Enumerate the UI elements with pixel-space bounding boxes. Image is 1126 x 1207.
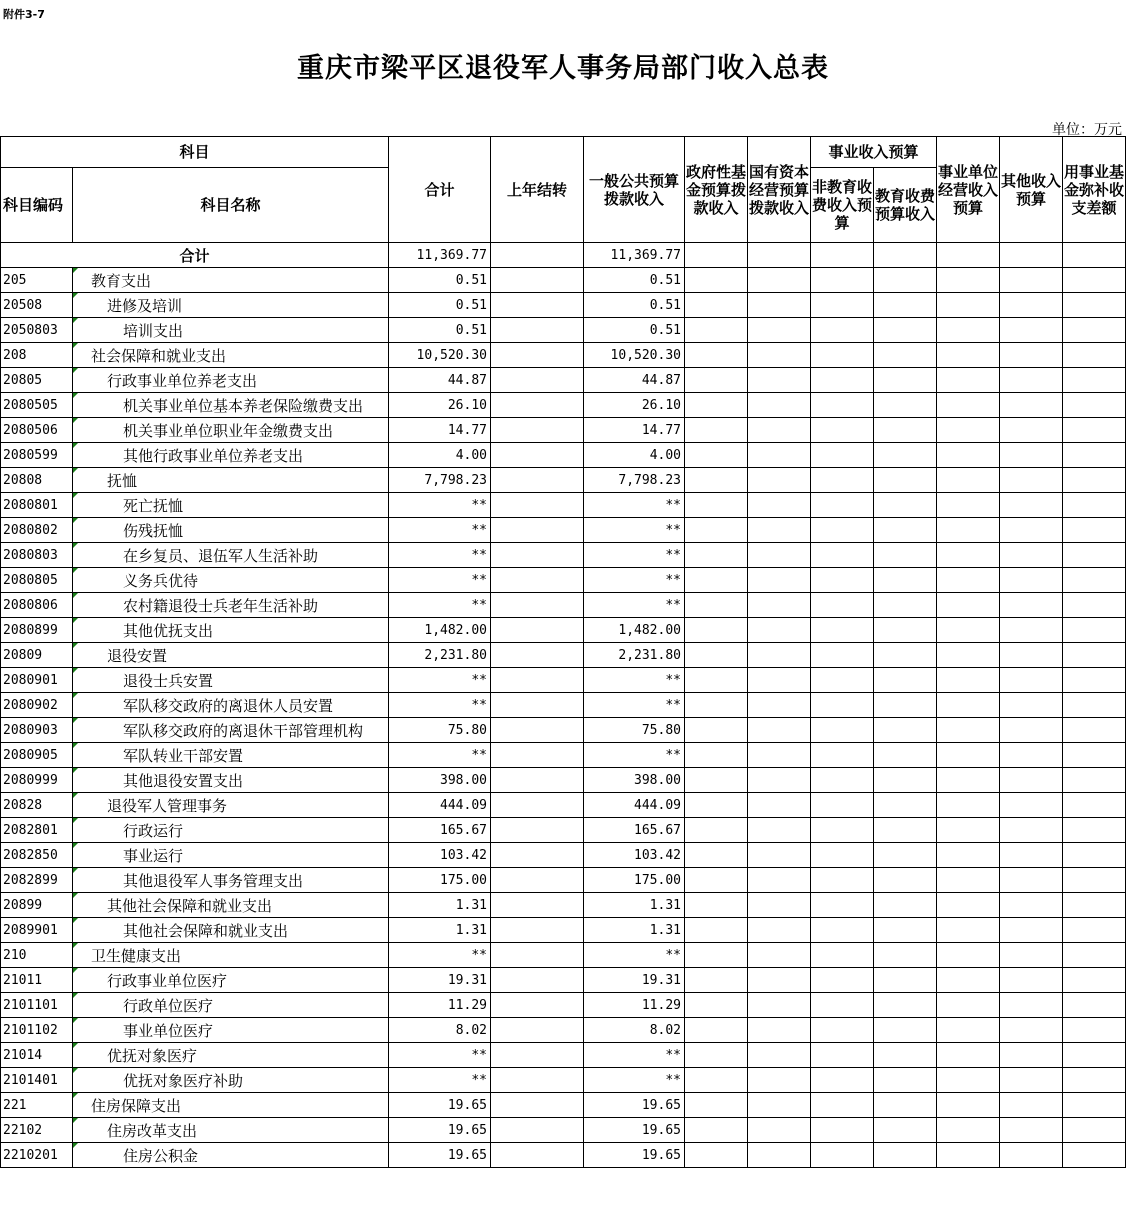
- subject-name: [73, 968, 389, 993]
- table-row: [1, 1143, 1126, 1168]
- cell-marker-icon: [73, 718, 78, 723]
- table-row: [1, 668, 1126, 693]
- row-general-budget: 1,482.00: [584, 618, 685, 643]
- row-general-budget: **: [584, 568, 685, 593]
- header-edu: 教育收费预算收入: [874, 168, 937, 243]
- subject-name-text: 进修及培训: [107, 296, 183, 315]
- row-general-budget: 0.51: [584, 293, 685, 318]
- subject-name-text: 培训支出: [123, 321, 184, 340]
- table-row: [1, 943, 1126, 968]
- subject-name-text: 其他社会保障和就业支出: [123, 921, 289, 940]
- table-row: [1, 818, 1126, 843]
- subject-name: [73, 343, 389, 368]
- row-general-budget: 14.77: [584, 418, 685, 443]
- subject-code: 2082899: [1, 868, 73, 893]
- subject-name: [73, 318, 389, 343]
- cell-marker-icon: [73, 343, 78, 348]
- cell-marker-icon: [73, 593, 78, 598]
- row-total: 165.67: [389, 818, 491, 843]
- row-total: 14.77: [389, 418, 491, 443]
- table-row: [1, 293, 1126, 318]
- row-general-budget: 11.29: [584, 993, 685, 1018]
- row-total: **: [389, 943, 491, 968]
- row-general-budget: 444.09: [584, 793, 685, 818]
- subject-code: 2080805: [1, 568, 73, 593]
- cell-marker-icon: [73, 518, 78, 523]
- cell-marker-icon: [73, 918, 78, 923]
- subject-name-text: 其他退役安置支出: [123, 771, 244, 790]
- cell-marker-icon: [73, 793, 78, 798]
- header-name: 科目名称: [73, 168, 389, 243]
- row-total: 444.09: [389, 793, 491, 818]
- subject-code: 2210201: [1, 1143, 73, 1168]
- row-general-budget: **: [584, 593, 685, 618]
- subject-code: 2080901: [1, 668, 73, 693]
- row-general-budget: 75.80: [584, 718, 685, 743]
- subject-code: 210: [1, 943, 73, 968]
- cell-marker-icon: [73, 993, 78, 998]
- table-row: [1, 268, 1126, 293]
- subject-name: [73, 818, 389, 843]
- subject-name: [73, 1143, 389, 1168]
- row-total: **: [389, 493, 491, 518]
- table-row: [1, 868, 1126, 893]
- cell-marker-icon: [73, 368, 78, 373]
- subject-name-text: 机关事业单位基本养老保险缴费支出: [123, 396, 364, 415]
- subject-name: [73, 418, 389, 443]
- subject-name-text: 其他行政事业单位养老支出: [123, 446, 304, 465]
- subject-name: [73, 718, 389, 743]
- subject-name: [73, 443, 389, 468]
- subject-code: 20899: [1, 893, 73, 918]
- subject-name: [73, 393, 389, 418]
- subject-name-text: 住房公积金: [123, 1146, 199, 1165]
- row-total: 1,482.00: [389, 618, 491, 643]
- subject-name: [73, 1043, 389, 1068]
- cell-marker-icon: [73, 468, 78, 473]
- cell-marker-icon: [73, 1018, 78, 1023]
- row-total: **: [389, 593, 491, 618]
- subject-name-text: 行政事业单位养老支出: [107, 371, 258, 390]
- row-total: 0.51: [389, 318, 491, 343]
- row-total: 1.31: [389, 918, 491, 943]
- subject-name: [73, 543, 389, 568]
- row-general-budget: 2,231.80: [584, 643, 685, 668]
- header-general-budget: 一般公共预算拨款收入: [584, 137, 685, 243]
- subject-name-text: 住房改革支出: [107, 1121, 198, 1140]
- total-general: 11,369.77: [584, 243, 685, 268]
- subject-code: 21011: [1, 968, 73, 993]
- header-business-income: 事业收入预算: [811, 137, 937, 168]
- cell-marker-icon: [73, 318, 78, 323]
- subject-code: 2080902: [1, 693, 73, 718]
- cell-marker-icon: [73, 843, 78, 848]
- subject-code: 2080506: [1, 418, 73, 443]
- subject-name: [73, 493, 389, 518]
- cell-marker-icon: [73, 268, 78, 273]
- subject-name-text: 其他优抚支出: [123, 621, 214, 640]
- row-total: **: [389, 1068, 491, 1093]
- cell-marker-icon: [73, 818, 78, 823]
- row-total: **: [389, 543, 491, 568]
- row-total: 19.65: [389, 1093, 491, 1118]
- table-row: [1, 993, 1126, 1018]
- row-general-budget: **: [584, 1068, 685, 1093]
- row-total: 8.02: [389, 1018, 491, 1043]
- subject-name-text: 事业运行: [123, 846, 184, 865]
- subject-name-text: 退役士兵安置: [123, 671, 214, 690]
- subject-name: [73, 893, 389, 918]
- table-row: [1, 543, 1126, 568]
- table-row: [1, 1093, 1126, 1118]
- row-total: 44.87: [389, 368, 491, 393]
- row-total: **: [389, 693, 491, 718]
- total-amount: 11,369.77: [389, 243, 491, 268]
- table-row: [1, 593, 1126, 618]
- subject-name-text: 抚恤: [107, 471, 138, 490]
- subject-code: 2080802: [1, 518, 73, 543]
- subject-code: 20508: [1, 293, 73, 318]
- cell-marker-icon: [73, 943, 78, 948]
- subject-name: [73, 918, 389, 943]
- subject-name: [73, 568, 389, 593]
- total-label: 合计: [1, 243, 389, 268]
- unit-label: 单位：万元: [1052, 122, 1122, 138]
- subject-name-text: 义务兵优待: [123, 571, 199, 590]
- table-row: [1, 468, 1126, 493]
- row-general-budget: 19.65: [584, 1118, 685, 1143]
- subject-name-text: 行政单位医疗: [123, 996, 214, 1015]
- cell-marker-icon: [73, 893, 78, 898]
- row-general-budget: 4.00: [584, 443, 685, 468]
- row-total: 398.00: [389, 768, 491, 793]
- subject-name: [73, 793, 389, 818]
- subject-name: [73, 293, 389, 318]
- subject-code: 21014: [1, 1043, 73, 1068]
- cell-marker-icon: [73, 618, 78, 623]
- row-general-budget: **: [584, 493, 685, 518]
- subject-code: 2080899: [1, 618, 73, 643]
- cell-marker-icon: [73, 1068, 78, 1073]
- header-total: 合计: [389, 137, 491, 243]
- row-general-budget: 10,520.30: [584, 343, 685, 368]
- row-general-budget: **: [584, 1043, 685, 1068]
- subject-name-text: 军队移交政府的离退休人员安置: [123, 696, 334, 715]
- subject-name-text: 在乡复员、退伍军人生活补助: [123, 546, 319, 565]
- row-general-budget: 103.42: [584, 843, 685, 868]
- header-unit-ops: 事业单位经营收入预算: [937, 137, 1000, 243]
- table-row: [1, 718, 1126, 743]
- cell-marker-icon: [73, 418, 78, 423]
- table-row: [1, 643, 1126, 668]
- subject-name-text: 卫生健康支出: [91, 946, 182, 965]
- subject-code: 20828: [1, 793, 73, 818]
- cell-marker-icon: [73, 768, 78, 773]
- subject-name: [73, 1068, 389, 1093]
- annex-label: 附件3-7: [3, 8, 45, 21]
- subject-code: 2080505: [1, 393, 73, 418]
- cell-marker-icon: [73, 393, 78, 398]
- subject-name: [73, 868, 389, 893]
- subject-name: [73, 693, 389, 718]
- header-fund-gap: 用事业基金弥补收支差额: [1063, 137, 1126, 243]
- table-row: [1, 968, 1126, 993]
- table-row: [1, 418, 1126, 443]
- table-row: [1, 793, 1126, 818]
- subject-name-text: 退役军人管理事务: [107, 796, 228, 815]
- table-row: [1, 343, 1126, 368]
- row-general-budget: 1.31: [584, 893, 685, 918]
- subject-name-text: 农村籍退役士兵老年生活补助: [123, 596, 319, 615]
- table-row: [1, 1118, 1126, 1143]
- table-row: [1, 568, 1126, 593]
- row-general-budget: 1.31: [584, 918, 685, 943]
- cell-marker-icon: [73, 968, 78, 973]
- subject-name: [73, 1118, 389, 1143]
- table-row: [1, 1068, 1126, 1093]
- subject-code: 2101102: [1, 1018, 73, 1043]
- row-general-budget: 26.10: [584, 393, 685, 418]
- row-total: 10,520.30: [389, 343, 491, 368]
- total-row: [1, 243, 1126, 268]
- subject-name-text: 优抚对象医疗: [107, 1046, 198, 1065]
- subject-code: 20808: [1, 468, 73, 493]
- subject-name-text: 军队转业干部安置: [123, 746, 244, 765]
- row-total: 4.00: [389, 443, 491, 468]
- subject-code: 2089901: [1, 918, 73, 943]
- row-general-budget: 44.87: [584, 368, 685, 393]
- subject-name-text: 死亡抚恤: [123, 496, 184, 515]
- subject-code: 2082850: [1, 843, 73, 868]
- cell-marker-icon: [73, 1043, 78, 1048]
- row-general-budget: 0.51: [584, 318, 685, 343]
- subject-name: [73, 943, 389, 968]
- table-row: [1, 743, 1126, 768]
- subject-code: 2101101: [1, 993, 73, 1018]
- row-total: 19.65: [389, 1143, 491, 1168]
- row-total: **: [389, 668, 491, 693]
- subject-name: [73, 468, 389, 493]
- table-row: [1, 318, 1126, 343]
- subject-code: 2080905: [1, 743, 73, 768]
- row-general-budget: 175.00: [584, 868, 685, 893]
- table-row: [1, 843, 1126, 868]
- table-row: [1, 918, 1126, 943]
- table-row: [1, 893, 1126, 918]
- subject-code: 2050803: [1, 318, 73, 343]
- subject-name-text: 其他退役军人事务管理支出: [123, 871, 304, 890]
- table-row: [1, 493, 1126, 518]
- row-total: 26.10: [389, 393, 491, 418]
- subject-name-text: 事业单位医疗: [123, 1021, 214, 1040]
- subject-code: 208: [1, 343, 73, 368]
- cell-marker-icon: [73, 1093, 78, 1098]
- subject-name-text: 伤残抚恤: [123, 521, 184, 540]
- table-row: [1, 443, 1126, 468]
- cell-marker-icon: [73, 1118, 78, 1123]
- row-general-budget: 7,798.23: [584, 468, 685, 493]
- table-row: [1, 768, 1126, 793]
- subject-code: 2080806: [1, 593, 73, 618]
- row-general-budget: 0.51: [584, 268, 685, 293]
- table-row: [1, 368, 1126, 393]
- row-general-budget: 19.65: [584, 1093, 685, 1118]
- subject-code: 2101401: [1, 1068, 73, 1093]
- cell-marker-icon: [73, 743, 78, 748]
- row-general-budget: **: [584, 743, 685, 768]
- row-general-budget: **: [584, 693, 685, 718]
- header-gov-fund: 政府性基金预算拨款收入: [685, 137, 748, 243]
- subject-name-text: 军队移交政府的离退休干部管理机构: [123, 721, 364, 740]
- subject-name: [73, 1093, 389, 1118]
- subject-name-text: 行政运行: [123, 821, 184, 840]
- subject-name-text: 优抚对象医疗补助: [123, 1071, 244, 1090]
- row-total: 75.80: [389, 718, 491, 743]
- subject-name-text: 教育支出: [91, 271, 152, 290]
- subject-name: [73, 593, 389, 618]
- row-total: 19.31: [389, 968, 491, 993]
- subject-name-text: 社会保障和就业支出: [91, 346, 227, 365]
- row-total: 2,231.80: [389, 643, 491, 668]
- subject-name: [73, 993, 389, 1018]
- subject-code: 2082801: [1, 818, 73, 843]
- cell-marker-icon: [73, 693, 78, 698]
- row-total: **: [389, 743, 491, 768]
- row-general-budget: 398.00: [584, 768, 685, 793]
- subject-name-text: 机关事业单位职业年金缴费支出: [123, 421, 334, 440]
- row-general-budget: 19.31: [584, 968, 685, 993]
- subject-code: 205: [1, 268, 73, 293]
- row-total: 19.65: [389, 1118, 491, 1143]
- cell-marker-icon: [73, 668, 78, 673]
- cell-marker-icon: [73, 868, 78, 873]
- subject-code: 2080999: [1, 768, 73, 793]
- subject-name: [73, 768, 389, 793]
- subject-code: 2080903: [1, 718, 73, 743]
- subject-name: [73, 518, 389, 543]
- row-general-budget: 19.65: [584, 1143, 685, 1168]
- subject-code: 221: [1, 1093, 73, 1118]
- subject-name-text: 行政事业单位医疗: [107, 971, 228, 990]
- table-row: [1, 1018, 1126, 1043]
- subject-code: 22102: [1, 1118, 73, 1143]
- header-state-capital: 国有资本经营预算拨款收入: [748, 137, 811, 243]
- subject-name: [73, 368, 389, 393]
- cell-marker-icon: [73, 493, 78, 498]
- cell-marker-icon: [73, 293, 78, 298]
- cell-marker-icon: [73, 1143, 78, 1148]
- subject-name: [73, 743, 389, 768]
- subject-name-text: 其他社会保障和就业支出: [107, 896, 273, 915]
- header-non-edu: 非教育收费收入预算: [811, 168, 874, 243]
- header-other-income: 其他收入预算: [1000, 137, 1063, 243]
- page-title: 重庆市梁平区退役军人事务局部门收入总表: [297, 53, 829, 84]
- cell-marker-icon: [73, 643, 78, 648]
- row-total: 11.29: [389, 993, 491, 1018]
- income-table: [0, 136, 1126, 1168]
- row-general-budget: **: [584, 668, 685, 693]
- cell-marker-icon: [73, 543, 78, 548]
- row-total: **: [389, 568, 491, 593]
- row-total: **: [389, 518, 491, 543]
- row-general-budget: **: [584, 943, 685, 968]
- row-general-budget: **: [584, 518, 685, 543]
- subject-name-text: 退役安置: [107, 646, 168, 665]
- row-total: 7,798.23: [389, 468, 491, 493]
- subject-name: [73, 1018, 389, 1043]
- table-row: [1, 618, 1126, 643]
- subject-name: [73, 618, 389, 643]
- row-total: 175.00: [389, 868, 491, 893]
- row-total: 103.42: [389, 843, 491, 868]
- table-row: [1, 393, 1126, 418]
- subject-name: [73, 268, 389, 293]
- row-total: 1.31: [389, 893, 491, 918]
- header-code: 科目编码: [1, 168, 73, 243]
- row-general-budget: 8.02: [584, 1018, 685, 1043]
- row-total: **: [389, 1043, 491, 1068]
- header-carryover: 上年结转: [491, 137, 584, 243]
- header-subject: 科目: [1, 137, 389, 168]
- subject-name-text: 住房保障支出: [91, 1096, 182, 1115]
- subject-code: 20809: [1, 643, 73, 668]
- subject-name: [73, 643, 389, 668]
- subject-code: 20805: [1, 368, 73, 393]
- subject-code: 2080599: [1, 443, 73, 468]
- cell-marker-icon: [73, 568, 78, 573]
- subject-code: 2080803: [1, 543, 73, 568]
- row-general-budget: **: [584, 543, 685, 568]
- row-total: 0.51: [389, 268, 491, 293]
- table-row: [1, 1043, 1126, 1068]
- subject-code: 2080801: [1, 493, 73, 518]
- cell-marker-icon: [73, 443, 78, 448]
- table-row: [1, 693, 1126, 718]
- row-general-budget: 165.67: [584, 818, 685, 843]
- subject-name: [73, 843, 389, 868]
- row-total: 0.51: [389, 293, 491, 318]
- table-row: [1, 518, 1126, 543]
- subject-name: [73, 668, 389, 693]
